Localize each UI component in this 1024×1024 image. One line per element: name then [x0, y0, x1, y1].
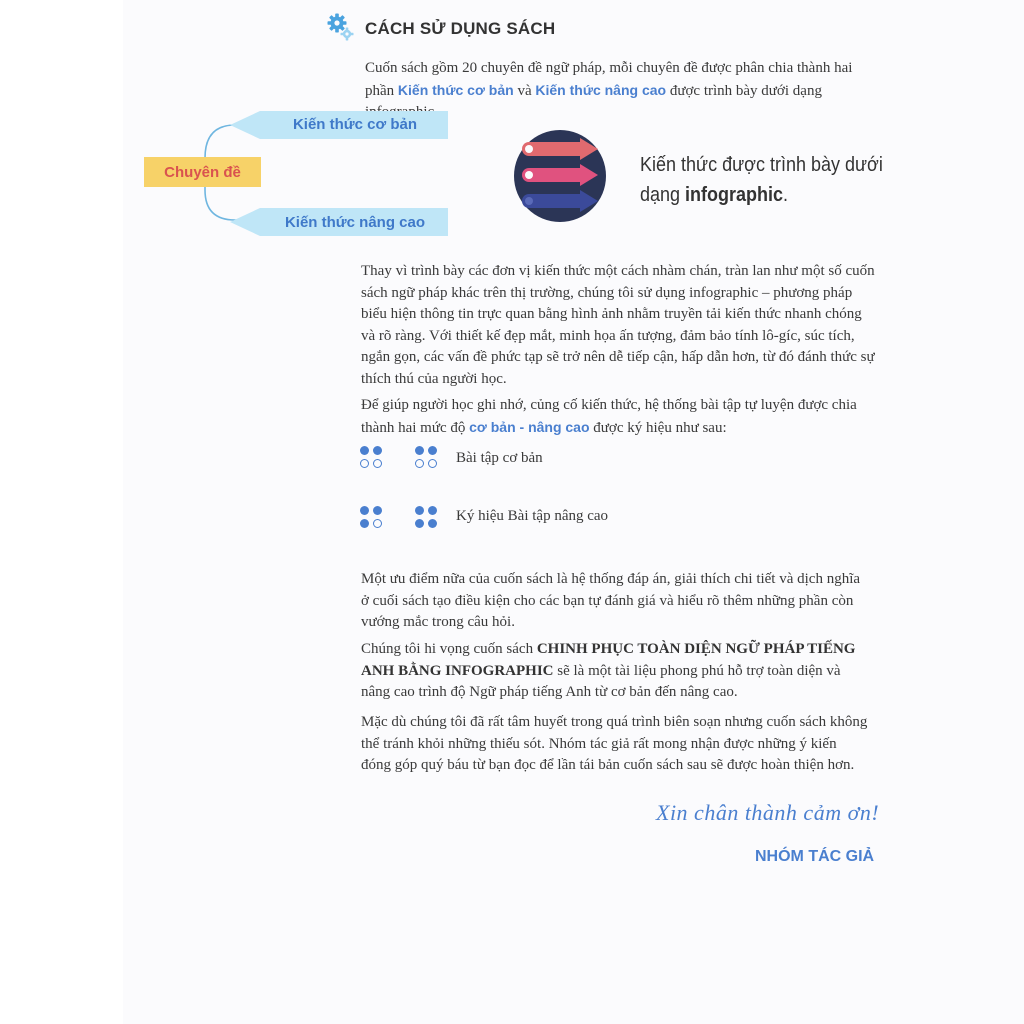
basic-level-symbol-2 — [415, 446, 439, 470]
infographic-caption: Kiến thức được trình bày dưới dạng infographic. — [640, 154, 883, 206]
paragraph-answer-key: Một ưu điểm nữa của cuốn sách là hệ thống đáp án, giải thích chi tiết và dịch nghĩa ở cuối sách tạo điều kiện cho các bạn tự đánh giá và hiểu rõ thêm những phần còn vướng mắc trong câu hỏi. — [361, 571, 861, 630]
advanced-level-symbol-2 — [415, 506, 439, 530]
dot-filled — [360, 506, 369, 515]
level-highlight: cơ bản - nâng cao — [469, 418, 590, 435]
basic-level-symbol-1 — [360, 446, 384, 470]
paragraph-infographic-method: Thay vì trình bày các đơn vị kiến thức một cách nhàm chán, tràn lan như một số cuốn sách ngữ pháp khác trên thị trường, chúng tôi sử dụng infographic – phương pháp biểu hiện thông tin trực quan bằng hình ảnh nhằm truyền tải kiến thức nhanh chóng và rõ ràng. Với thiết kế đẹp mắt, minh họa ấn tượng, đảm bảo tính lô-gíc, súc tích, ngắn gọn, các vấn đề phức tạp sẽ trở nên dễ tiếp cận, hấp dẫn hơn, từ đó đánh thức sự thích thú của người học. — [361, 263, 875, 387]
infographic-arrows-icon — [514, 130, 606, 222]
paragraph-exercise-levels: Để giúp người học ghi nhớ, củng cố kiến thức, hệ thống bài tập tự luyện được chia thành hai mức độ cơ bản - nâng cao được ký hiệu như sau: — [361, 397, 857, 436]
left-margin — [0, 0, 123, 1024]
advanced-knowledge-highlight: Kiến thức nâng cao — [535, 81, 667, 98]
dot-empty — [373, 519, 382, 528]
gears-icon — [327, 12, 355, 42]
arrow-label-advanced: Kiến thức nâng cao — [284, 214, 426, 231]
dot-empty — [360, 459, 369, 468]
dot-filled — [373, 506, 382, 515]
paragraph-feedback: Mặc dù chúng tôi đã rất tâm huyết trong quá trình biên soạn nhưng cuốn sách không thể tránh khỏi những thiếu sót. Nhóm tác giả rất mong nhận được những ý kiến đóng góp quý báu từ bạn đọc để lần tái bản cuốn sách sau sẽ được hoàn thiện hơn. — [361, 714, 868, 773]
dot-filled — [428, 519, 437, 528]
author-group: NHÓM TÁC GIẢ — [755, 848, 875, 865]
dot-empty — [428, 459, 437, 468]
basic-knowledge-highlight: Kiến thức cơ bản — [397, 81, 514, 98]
advanced-level-symbol-1 — [360, 506, 384, 530]
arrow-label-basic: Kiến thức cơ bản — [292, 116, 418, 133]
intro-line-1: Cuốn sách gồm 20 chuyên đề ngữ pháp, mỗi chuyên đề được phân chia thành hai — [365, 60, 853, 76]
dot-empty — [373, 459, 382, 468]
intro-line-2: phần Kiến thức cơ bản và Kiến thức nâng cao được trình bày dưới dạng — [365, 81, 822, 99]
book-title-part-1: CHINH PHỤC TOÀN DIỆN NGỮ PHÁP TIẾNG — [536, 641, 856, 657]
legend-basic-label: Bài tập cơ bản — [456, 450, 543, 466]
dot-filled — [373, 446, 382, 455]
book-title-part-2: ANH BẰNG INFOGRAPHIC — [361, 662, 554, 679]
section-title: CÁCH SỬ DỤNG SÁCH — [365, 19, 556, 38]
dot-filled — [428, 446, 437, 455]
dot-empty — [415, 459, 424, 468]
dot-filled — [415, 519, 424, 528]
dot-filled — [360, 446, 369, 455]
topic-box: Chuyên đề — [144, 157, 261, 187]
dot-filled — [415, 506, 424, 515]
paragraph-book-hope: Chúng tôi hi vọng cuốn sách CHINH PHỤC TOÀN DIỆN NGỮ PHÁP TIẾNG ANH BẰNG INFOGRAPHIC sẽ là một tài liệu phong phú hỗ trợ toàn diện và nâng cao trình độ Ngữ pháp tiếng Anh từ cơ bản đến nâng cao. — [361, 641, 856, 700]
dot-filled — [428, 506, 437, 515]
dot-filled — [360, 519, 369, 528]
infographic-bold: infographic — [685, 184, 784, 206]
legend-advanced-label: Ký hiệu Bài tập nâng cao — [456, 508, 609, 524]
thanks-signature: Xin chân thành cảm ơn! — [656, 800, 880, 825]
dot-filled — [415, 446, 424, 455]
